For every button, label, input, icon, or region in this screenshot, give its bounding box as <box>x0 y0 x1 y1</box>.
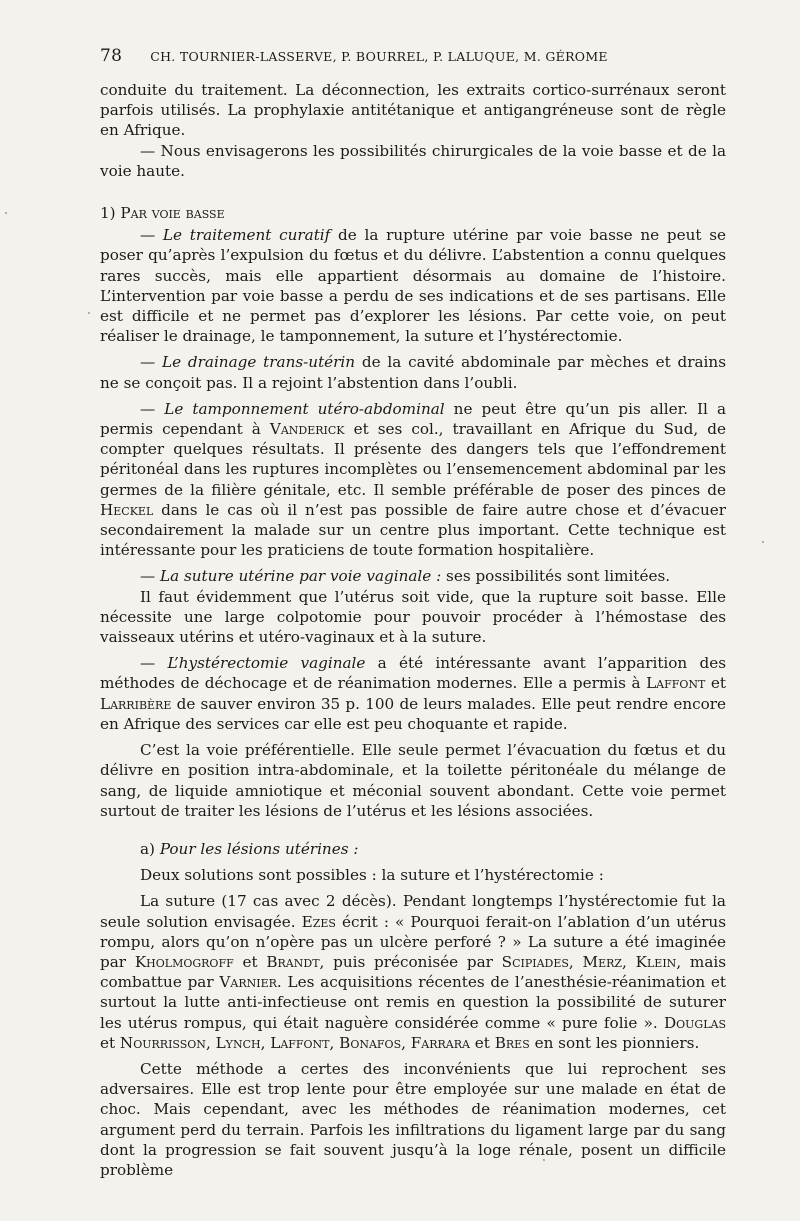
text: en sont les pionniers. <box>529 1033 700 1052</box>
text: et <box>100 1033 120 1052</box>
text: , <box>622 952 636 971</box>
paragraph-11: Deux solutions sont possibles : la suture et l’hystérectomie : <box>140 866 604 885</box>
text: de sauver environ 35 p. 100 de leurs malades. Elle peut rendre encore en Afrique des services car elle est peu choquante et rapide. <box>100 694 726 733</box>
author-name: Bonafos <box>339 1033 402 1052</box>
paragraph-2: — Nous envisagerons les possibilités chirurgicales de la voie basse et de la voie haute. <box>100 141 726 180</box>
emphasis: Le tamponnement utéro-abdominal <box>164 399 445 418</box>
paragraph-7: Il faut évidemment que l’utérus soit vide, que la rupture soit basse. Elle nécessite une large colpotomie pour pouvoir procéder à l’hémostase des vaisseaux utérins et utéro-vaginaux et à la suture. <box>100 587 726 647</box>
emphasis: L’hystérectomie vaginale <box>167 654 366 673</box>
text: ses possibilités sont limitées. <box>441 567 671 586</box>
paragraph-5 <box>100 399 726 561</box>
dash: — <box>140 567 161 586</box>
text: de la rupture utérine par voie basse ne peut se poser qu’après l’expulsion du fœtus et du délivre. L’abstention a connu quelques rares succès, mais elle appartient désormais au domaine de l’histoire. L’intervention par voie basse a perdu de ses indications et de ses partisans. Elle est difficile et ne permet pas d’explorer les lésions. Par cette voie, on peut réaliser le drainage, le tamponnement, la suture et l’hystérectomie. <box>100 226 726 346</box>
author-name: Brandt <box>266 952 320 971</box>
running-head-authors: CH. TOURNIER-LASSERVE, P. BOURREL, P. LALUQUE, M. GÉROME <box>150 49 608 64</box>
author-name: Douglas <box>663 1013 726 1032</box>
text: et <box>469 1033 495 1052</box>
dash: — <box>140 353 163 372</box>
scan-speck <box>543 1159 545 1161</box>
author-name: Klein <box>635 952 677 971</box>
dash: — <box>140 399 165 418</box>
author-name: Lynch <box>215 1033 261 1052</box>
section-heading <box>100 203 726 223</box>
text: , <box>205 1033 216 1052</box>
text: . Les acquisitions récentes de l’anesthésie-réanimation et surtout la lutte anti-infectieuse ont remis en question la possibilité de suturer les utérus rompus, qui était naguère considérée comme « pure folie ». <box>100 973 727 1032</box>
paragraph-1: conduite du traitement. La déconnection, les extraits cortico-surrénaux seront parfois utilisés. La prophylaxie antitétanique et antigangréneuse sont de règle en Afrique. <box>100 81 726 140</box>
author-name: Laffont <box>270 1033 330 1052</box>
text: écrit : « Pourquoi ferait-on l’ablation d’un utérus rompu, alors qu’on n’opère pas un ulcère perforé ? » La suture a été imaginée par <box>100 912 726 971</box>
text: et <box>233 952 267 971</box>
text: , mais combattue par <box>100 952 727 992</box>
author-name: Heckel <box>100 500 154 519</box>
scan-speck <box>88 312 90 314</box>
paragraph-9: C’est la voie préférentielle. Elle seule permet l’évacuation du fœtus et du délivre en position intra-abdominale, et la toilette péritonéale du mélange de sang, de liquide amniotique et méconial souvent abondant. Cette voie permet surtout de traiter les lésions de l’utérus et les lésions associées. <box>100 741 726 820</box>
text: et <box>705 674 727 693</box>
text: , puis préconisée par <box>319 952 502 971</box>
author-name: Vanderick <box>269 420 345 439</box>
emphasis: Le traitement curatif <box>162 226 331 245</box>
subsection-heading <box>100 839 726 859</box>
page <box>100 46 726 1180</box>
author-name: Laffont <box>646 674 706 693</box>
scan-speck <box>5 212 7 214</box>
dash: — <box>140 654 168 673</box>
paragraph-4 <box>100 352 726 392</box>
page-number: 78 <box>100 46 123 66</box>
author-name: Nourrisson <box>119 1033 206 1052</box>
author-name: Farrara <box>410 1033 470 1052</box>
text: , <box>401 1033 411 1052</box>
emphasis: Le drainage trans-utérin <box>162 353 356 372</box>
author-name: Scipiades <box>501 952 569 971</box>
text: , <box>260 1033 271 1052</box>
text: , <box>329 1033 340 1052</box>
author-name: Merz <box>582 952 623 971</box>
paragraph-6 <box>100 566 726 586</box>
paragraph-12 <box>100 891 726 1053</box>
author-name: Ezes <box>301 912 336 931</box>
paragraph-3 <box>100 225 726 346</box>
section-prefix: 1) P <box>100 204 131 223</box>
paragraph-13: Cette méthode a certes des inconvénients que lui reprochent ses adversaires. Elle est trop lente pour être employée sur une malade en état de choc. Mais cependant, avec les méthodes de réanimation modernes, cet argument perd du terrain. Parfois les infiltrations du ligament large par du sang dont la progression se fait souvent jusqu’à la loge rénale, posent un difficile problème <box>100 1059 726 1179</box>
text: La suture (17 cas avec 2 décès). Pendant longtemps l’hystérectomie fut la seule solution envisagée. <box>100 892 726 931</box>
dash: — <box>140 226 163 245</box>
text: , <box>568 952 583 971</box>
text: dans le cas où il n’est pas possible de faire autre chose et d’évacuer secondairement la malade sur un centre plus important. Cette technique est intéressante pour les praticiens de toute formation hospitalière. <box>100 500 726 560</box>
text: de la cavité abdominale par mèches et drains ne se conçoit pas. Il a rejoint l’abstention dans l’oubli. <box>100 353 726 392</box>
subsection-title: Pour les lésions utérines : <box>159 839 359 858</box>
author-name: Larribère <box>100 694 172 713</box>
paragraph-8 <box>100 653 726 734</box>
author-name: Kholmogroff <box>134 952 234 971</box>
emphasis: La suture utérine par voie vaginale : <box>160 567 442 586</box>
subsection-prefix: a) <box>140 839 160 858</box>
text: a été intéressante avant l’apparition des méthodes de déchocage et de réanimation modernes. Elle a permis à <box>100 654 726 693</box>
author-name: Varnier <box>219 973 277 992</box>
text: ne peut être qu’un pis aller. Il a permis cependant à <box>100 399 727 439</box>
scan-speck <box>762 541 764 543</box>
author-name: Bres <box>494 1033 530 1052</box>
running-header <box>100 46 726 66</box>
section-title: ar voie basse <box>130 204 225 223</box>
text: et ses col., travaillant en Afrique du Sud, de compter quelques résultats. Il présente des dangers tels que l’effondrement péritonéal dans les ruptures incomplètes ou l’ensemencement abdominal par les germes de la filière génitale, etc. Il semble préférable de poser des pinces de <box>100 420 726 499</box>
